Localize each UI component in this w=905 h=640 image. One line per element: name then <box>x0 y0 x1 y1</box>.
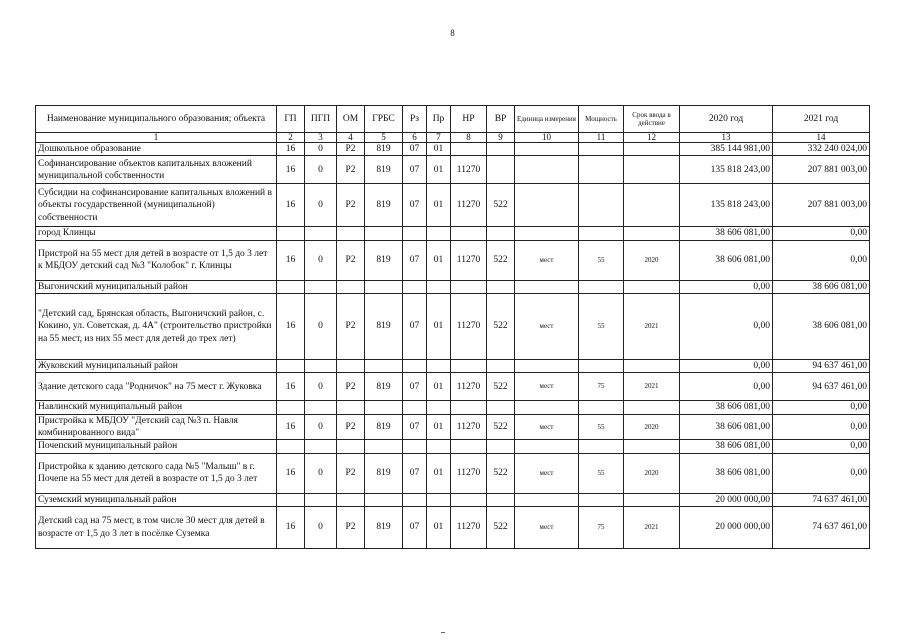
cell-unit: мест <box>515 294 579 360</box>
cell-capacity: 55 <box>579 294 624 360</box>
cell-name: "Детский сад, Брянская область, Выгоничский район, с. Кокино, ул. Советская, д. 4А" (строительство пристройки на 55 мест, из них 55 мест для детей до трех лет) <box>36 294 277 360</box>
header-pgp: ПГП <box>305 106 337 133</box>
column-number-row <box>36 133 870 143</box>
table-row <box>36 493 870 506</box>
cell-y2021: 207 881 003,00 <box>773 156 870 184</box>
cell-term <box>624 227 680 240</box>
cell-nr <box>451 227 487 240</box>
cell-pgp: 0 <box>305 184 337 227</box>
header-gp: ГП <box>277 106 305 133</box>
cell-nr <box>451 360 487 373</box>
cell-vr <box>487 493 515 506</box>
cell-vr: 522 <box>487 373 515 401</box>
cell-y2021: 74 637 461,00 <box>773 493 870 506</box>
table-row <box>36 373 870 401</box>
cell-y2021: 74 637 461,00 <box>773 507 870 549</box>
cell-pr: 01 <box>427 373 451 401</box>
cell-grbs: 819 <box>365 184 403 227</box>
cell-pgp: 0 <box>305 414 337 440</box>
cell-om: P2 <box>337 294 365 360</box>
cell-y2021: 38 606 081,00 <box>773 294 870 360</box>
header-vr: ВР <box>487 106 515 133</box>
cell-capacity: 55 <box>579 240 624 280</box>
header-nr: НР <box>451 106 487 133</box>
cell-y2020: 38 606 081,00 <box>680 453 773 493</box>
cell-name: Пристройка к МБДОУ "Детский сад №3 п. Навля комбинированного вида" <box>36 414 277 440</box>
cell-y2020: 0,00 <box>680 360 773 373</box>
cell-nr: 11270 <box>451 240 487 280</box>
cell-om: P2 <box>337 156 365 184</box>
cell-gp: 16 <box>277 156 305 184</box>
cell-rz: 07 <box>403 453 427 493</box>
cell-name: Пристройка к зданию детского сада №5 "Малыш" в г. Почепе на 55 мест для детей в возрасте от 1,5 до 3 лет <box>36 453 277 493</box>
cell-rz: 07 <box>403 294 427 360</box>
cell-y2020: 38 606 081,00 <box>680 414 773 440</box>
cell-capacity <box>579 401 624 414</box>
cell-y2020: 38 606 081,00 <box>680 240 773 280</box>
cell-capacity <box>579 156 624 184</box>
cell-vr <box>487 280 515 293</box>
cell-nr: 11270 <box>451 414 487 440</box>
cell-vr: 522 <box>487 507 515 549</box>
column-number: 5 <box>365 133 403 143</box>
cell-vr: 522 <box>487 294 515 360</box>
cell-rz <box>403 401 427 414</box>
cell-grbs <box>365 440 403 453</box>
cell-rz <box>403 493 427 506</box>
cell-capacity: 55 <box>579 414 624 440</box>
cell-unit <box>515 143 579 156</box>
cell-om <box>337 227 365 240</box>
cell-y2021: 0,00 <box>773 401 870 414</box>
cell-y2020: 385 144 981,00 <box>680 143 773 156</box>
cell-term <box>624 440 680 453</box>
cell-vr: 522 <box>487 184 515 227</box>
cell-rz: 07 <box>403 156 427 184</box>
cell-rz: 07 <box>403 184 427 227</box>
cell-rz: 07 <box>403 240 427 280</box>
cell-gp: 16 <box>277 294 305 360</box>
cell-gp: 16 <box>277 143 305 156</box>
cell-capacity: 75 <box>579 507 624 549</box>
cell-y2020: 135 818 243,00 <box>680 156 773 184</box>
cell-om: P2 <box>337 143 365 156</box>
cell-om: P2 <box>337 414 365 440</box>
header-om: ОМ <box>337 106 365 133</box>
cell-om <box>337 493 365 506</box>
cell-pgp <box>305 440 337 453</box>
cell-om: P2 <box>337 507 365 549</box>
cell-pr: 01 <box>427 414 451 440</box>
cell-name: Софинансирование объектов капитальных вложений муниципальной собственности <box>36 156 277 184</box>
column-number: 11 <box>579 133 624 143</box>
cell-rz: 07 <box>403 373 427 401</box>
table-row <box>36 401 870 414</box>
cell-gp <box>277 360 305 373</box>
cell-vr: 522 <box>487 453 515 493</box>
cell-vr <box>487 156 515 184</box>
cell-unit: мест <box>515 240 579 280</box>
cell-pgp: 0 <box>305 143 337 156</box>
column-number: 3 <box>305 133 337 143</box>
table-row <box>36 453 870 493</box>
cell-nr: 11270 <box>451 453 487 493</box>
cell-pgp: 0 <box>305 294 337 360</box>
cell-gp <box>277 227 305 240</box>
cell-capacity <box>579 360 624 373</box>
cell-pgp: 0 <box>305 453 337 493</box>
column-number: 4 <box>337 133 365 143</box>
cell-vr <box>487 360 515 373</box>
table-row <box>36 280 870 293</box>
cell-gp: 16 <box>277 184 305 227</box>
cell-pgp <box>305 401 337 414</box>
table-row <box>36 440 870 453</box>
cell-y2020: 0,00 <box>680 373 773 401</box>
cell-rz <box>403 227 427 240</box>
cell-nr <box>451 280 487 293</box>
cell-name: Субсидии на софинансирование капитальных вложений в объекты государственной (муниципальной) собственности <box>36 184 277 227</box>
cell-name: Дошкольное образование <box>36 143 277 156</box>
cell-gp: 16 <box>277 373 305 401</box>
cell-grbs: 819 <box>365 143 403 156</box>
cell-y2020: 20 000 000,00 <box>680 493 773 506</box>
column-number: 2 <box>277 133 305 143</box>
cell-nr: 11270 <box>451 184 487 227</box>
cell-nr <box>451 401 487 414</box>
cell-grbs: 819 <box>365 453 403 493</box>
cell-name: Детский сад на 75 мест, в том числе 30 мест для детей в возрасте от 1,5 до 3 лет в посёлке Суземка <box>36 507 277 549</box>
cell-name: Суземский муниципальный район <box>36 493 277 506</box>
cell-term <box>624 156 680 184</box>
cell-nr: 11270 <box>451 294 487 360</box>
cell-capacity <box>579 493 624 506</box>
header-capacity: Мощность <box>579 106 624 133</box>
cell-om <box>337 401 365 414</box>
cell-pr: 01 <box>427 453 451 493</box>
table-row <box>36 156 870 184</box>
cell-unit <box>515 493 579 506</box>
cell-pr: 01 <box>427 294 451 360</box>
cell-y2020: 0,00 <box>680 294 773 360</box>
cell-vr <box>487 227 515 240</box>
cell-capacity <box>579 280 624 293</box>
cell-pgp: 0 <box>305 240 337 280</box>
cell-grbs <box>365 493 403 506</box>
cell-nr: 11270 <box>451 507 487 549</box>
cell-grbs <box>365 360 403 373</box>
cell-grbs: 819 <box>365 414 403 440</box>
cell-name: Пристрой на 55 мест для детей в возрасте от 1,5 до 3 лет к МБДОУ детский сад №3 "Колобок" г. Клинцы <box>36 240 277 280</box>
cell-term: 2020 <box>624 414 680 440</box>
cell-y2021: 94 637 461,00 <box>773 360 870 373</box>
cell-capacity <box>579 184 624 227</box>
cell-y2020: 38 606 081,00 <box>680 401 773 414</box>
cell-grbs: 819 <box>365 240 403 280</box>
cell-pr <box>427 440 451 453</box>
column-number: 8 <box>451 133 487 143</box>
cell-name: Почепский муниципальный район <box>36 440 277 453</box>
cell-capacity: 75 <box>579 373 624 401</box>
cell-grbs: 819 <box>365 294 403 360</box>
cell-nr <box>451 143 487 156</box>
column-number: 7 <box>427 133 451 143</box>
cell-y2021: 0,00 <box>773 440 870 453</box>
cell-pr <box>427 227 451 240</box>
cell-pgp: 0 <box>305 373 337 401</box>
cell-rz: 07 <box>403 507 427 549</box>
column-number: 9 <box>487 133 515 143</box>
cell-y2020: 38 606 081,00 <box>680 440 773 453</box>
cell-unit: мест <box>515 507 579 549</box>
cell-y2021: 207 881 003,00 <box>773 184 870 227</box>
cell-vr <box>487 143 515 156</box>
cell-grbs: 819 <box>365 156 403 184</box>
cell-nr: 11270 <box>451 373 487 401</box>
cell-y2021: 0,00 <box>773 453 870 493</box>
header-name: Наименование муниципального образования; объекта <box>36 106 277 133</box>
cell-om: P2 <box>337 453 365 493</box>
table-row <box>36 240 870 280</box>
cell-nr <box>451 493 487 506</box>
header-term: Срок ввода в действие <box>624 106 680 133</box>
header-pr: Пр <box>427 106 451 133</box>
cell-pr <box>427 401 451 414</box>
cell-rz <box>403 440 427 453</box>
cell-y2021: 0,00 <box>773 227 870 240</box>
cell-pgp: 0 <box>305 507 337 549</box>
cell-om: P2 <box>337 184 365 227</box>
cell-gp <box>277 440 305 453</box>
cell-y2021: 38 606 081,00 <box>773 280 870 293</box>
cell-om: P2 <box>337 240 365 280</box>
column-number: 10 <box>515 133 579 143</box>
column-number: 13 <box>680 133 773 143</box>
cell-name: Выгоничский муниципальный район <box>36 280 277 293</box>
cell-nr <box>451 440 487 453</box>
cell-name: город Клинцы <box>36 227 277 240</box>
cell-term: 2021 <box>624 294 680 360</box>
cell-gp: 16 <box>277 240 305 280</box>
cell-rz: 07 <box>403 143 427 156</box>
cell-y2021: 332 240 024,00 <box>773 143 870 156</box>
header-row <box>36 106 870 133</box>
scan-mark <box>441 632 445 633</box>
cell-pr <box>427 360 451 373</box>
cell-rz <box>403 360 427 373</box>
cell-unit: мест <box>515 373 579 401</box>
cell-term <box>624 184 680 227</box>
cell-om <box>337 360 365 373</box>
cell-pgp <box>305 280 337 293</box>
cell-capacity <box>579 227 624 240</box>
cell-gp: 16 <box>277 507 305 549</box>
cell-name: Жуковский муниципальный район <box>36 360 277 373</box>
cell-unit <box>515 184 579 227</box>
cell-term: 2020 <box>624 453 680 493</box>
budget-table <box>35 105 870 549</box>
cell-pr: 01 <box>427 184 451 227</box>
cell-unit <box>515 227 579 240</box>
cell-pr: 01 <box>427 156 451 184</box>
cell-nr: 11270 <box>451 156 487 184</box>
table-row <box>36 184 870 227</box>
cell-pgp <box>305 360 337 373</box>
cell-pr <box>427 280 451 293</box>
cell-unit <box>515 360 579 373</box>
column-number: 12 <box>624 133 680 143</box>
cell-vr <box>487 401 515 414</box>
cell-pr: 01 <box>427 507 451 549</box>
cell-capacity: 55 <box>579 453 624 493</box>
cell-pgp <box>305 493 337 506</box>
column-number: 6 <box>403 133 427 143</box>
cell-term <box>624 360 680 373</box>
column-number: 14 <box>773 133 870 143</box>
cell-capacity <box>579 143 624 156</box>
cell-unit <box>515 401 579 414</box>
cell-grbs <box>365 280 403 293</box>
cell-y2021: 0,00 <box>773 414 870 440</box>
header-rz: Рз <box>403 106 427 133</box>
cell-name: Здание детского сада "Родничок" на 75 мест г. Жуковка <box>36 373 277 401</box>
table-row <box>36 227 870 240</box>
table-row <box>36 143 870 156</box>
header-grbs: ГРБС <box>365 106 403 133</box>
cell-rz: 07 <box>403 414 427 440</box>
cell-om <box>337 280 365 293</box>
cell-pr: 01 <box>427 240 451 280</box>
table-row <box>36 360 870 373</box>
cell-term: 2021 <box>624 373 680 401</box>
cell-gp <box>277 280 305 293</box>
cell-term <box>624 280 680 293</box>
cell-gp: 16 <box>277 414 305 440</box>
cell-vr: 522 <box>487 414 515 440</box>
cell-capacity <box>579 440 624 453</box>
cell-pgp: 0 <box>305 156 337 184</box>
header-2020: 2020 год <box>680 106 773 133</box>
cell-vr: 522 <box>487 240 515 280</box>
cell-unit <box>515 280 579 293</box>
page-number: 8 <box>450 28 455 38</box>
table-row <box>36 414 870 440</box>
table-row <box>36 507 870 549</box>
cell-vr <box>487 440 515 453</box>
cell-pr <box>427 493 451 506</box>
cell-term <box>624 143 680 156</box>
cell-y2020: 0,00 <box>680 280 773 293</box>
cell-unit <box>515 440 579 453</box>
cell-gp: 16 <box>277 453 305 493</box>
cell-grbs <box>365 401 403 414</box>
cell-grbs: 819 <box>365 373 403 401</box>
cell-pr: 01 <box>427 143 451 156</box>
cell-name: Навлинский муниципальный район <box>36 401 277 414</box>
cell-grbs <box>365 227 403 240</box>
cell-y2020: 135 818 243,00 <box>680 184 773 227</box>
cell-term: 2020 <box>624 240 680 280</box>
header-unit: Единица измерения <box>515 106 579 133</box>
cell-y2020: 20 000 000,00 <box>680 507 773 549</box>
column-number: 1 <box>36 133 277 143</box>
cell-term <box>624 401 680 414</box>
cell-rz <box>403 280 427 293</box>
cell-pgp <box>305 227 337 240</box>
cell-grbs: 819 <box>365 507 403 549</box>
cell-y2021: 0,00 <box>773 240 870 280</box>
header-2021: 2021 год <box>773 106 870 133</box>
cell-y2021: 94 637 461,00 <box>773 373 870 401</box>
cell-y2020: 38 606 081,00 <box>680 227 773 240</box>
cell-gp <box>277 493 305 506</box>
cell-om <box>337 440 365 453</box>
cell-unit: мест <box>515 414 579 440</box>
cell-term: 2021 <box>624 507 680 549</box>
cell-term <box>624 493 680 506</box>
cell-unit <box>515 156 579 184</box>
table-row <box>36 294 870 360</box>
cell-gp <box>277 401 305 414</box>
cell-unit: мест <box>515 453 579 493</box>
cell-om: P2 <box>337 373 365 401</box>
